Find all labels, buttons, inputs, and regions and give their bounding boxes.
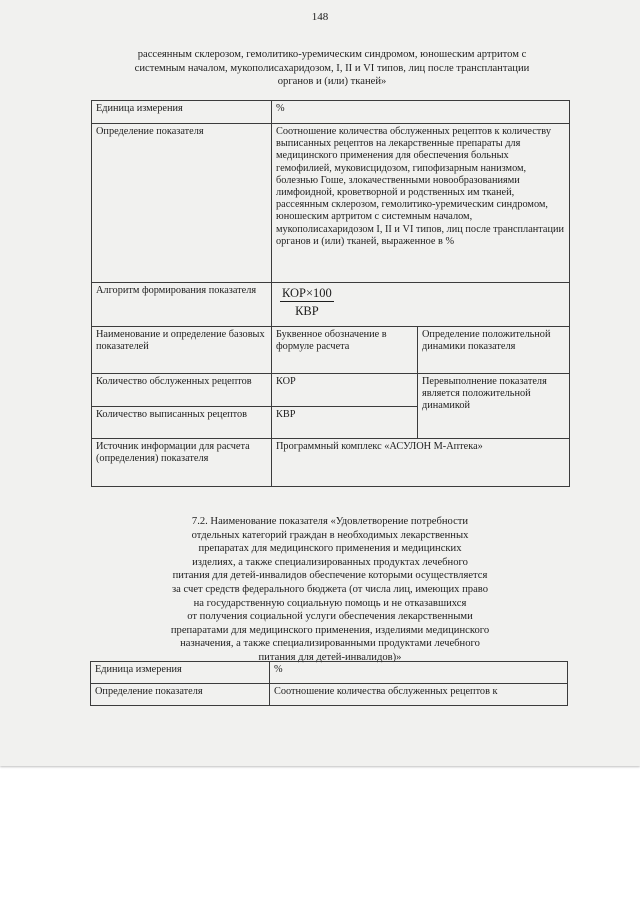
section-title-line: питания для детей-инвалидов)» (258, 651, 402, 663)
unit-label: Единица измерения (91, 662, 270, 684)
section-title-line: изделиях, а также специализированных продуктах лечебного (192, 556, 468, 568)
source-value: Программный комплекс «АСУЛОН М-Аптека» (272, 439, 570, 487)
unit-value: % (270, 662, 568, 684)
intro-line: рассеянным склерозом, гемолитико-уремическим синдромом, юношеским артритом с (137, 49, 527, 60)
table-row (92, 327, 570, 374)
section-title-line: 7.2. Наименование показателя «Удовлетворение потребности (191, 516, 469, 527)
served-label: Количество обслуженных рецептов (92, 374, 272, 407)
source-label: Источник информации для расчета (определения) показателя (92, 439, 272, 487)
intro-line: системным началом, мукополисахаридозом, I, II и VI типов, лиц после трансплантации (134, 62, 530, 74)
table-row (92, 101, 570, 124)
definition-label: Определение показателя (92, 124, 272, 283)
section-title-line: препаратами для медицинского применения, изделиями медицинского (170, 624, 490, 636)
formula-cell (272, 283, 570, 327)
section-title (120, 515, 540, 665)
table-row (92, 283, 570, 327)
section-title-line: отдельных категорий граждан в необходимых лекарственных (191, 529, 469, 541)
section-title-line: от получения социальной услуги обеспечения лекарственными (187, 611, 473, 623)
table-row (91, 684, 568, 706)
formula-numerator: КОР×100 (282, 286, 332, 300)
base-label: Наименование и определение базовых показателей (92, 327, 272, 374)
served-code: КОР (272, 374, 418, 407)
issued-label: Количество выписанных рецептов (92, 407, 272, 439)
definition-value: Соотношение количества обслуженных рецептов к (270, 684, 568, 706)
definition-value: Соотношение количества обслуженных рецептов к количеству выписанных рецептов на лекарственные препараты для медицинского применения для обеспечения больных гемофилией, муковисцидозом, гипофизарным нанизмом, болезнью Гоше, злокачественными новообразованиями лимфоидной, кроветворной и родственных им тканей, рассеянным склерозом, гемолитико-уремическим синдромом, юношеским артритом с системным началом, мукополисахаридозом I, II и VI типов, лиц после трансплантации органов и (или) тканей, выраженное в % (272, 124, 570, 283)
table-row (91, 662, 568, 684)
section-title-line: назначения, а также специализированными продуктами лечебного (180, 638, 480, 650)
definition-label: Определение показателя (91, 684, 270, 706)
dynamics-text: Перевыполнение показателя является положительной динамикой (418, 374, 570, 439)
indicator-table-1 (91, 100, 570, 487)
section-title-line: на государственную социальную помощь и не отказавшихся (193, 597, 467, 609)
section-title-line: питания для детей-инвалидов обеспечение которыми осуществляется (172, 570, 488, 582)
unit-label: Единица измерения (92, 101, 272, 124)
table-row (92, 374, 570, 407)
table-row (92, 124, 570, 283)
algorithm-label: Алгоритм формирования показателя (92, 283, 272, 327)
base-col-dynamics: Определение положительной динамики показателя (418, 327, 570, 374)
intro-line: органов и (или) тканей» (277, 76, 387, 88)
section-title-line: препаратах для медицинского применения и медицинских (198, 543, 462, 555)
issued-code: КВР (272, 407, 418, 439)
formula-denominator: КВР (295, 304, 319, 318)
formula (280, 286, 334, 318)
page-number: 148 (311, 11, 329, 23)
intro-paragraph (92, 48, 572, 89)
base-col-letter: Буквенное обозначение в формуле расчета (272, 327, 418, 374)
indicator-table-2 (90, 661, 568, 706)
section-title-line: за счет средств федерального бюджета (от числа лиц, имеющих право (171, 583, 488, 595)
table-row (92, 439, 570, 487)
unit-value: % (272, 101, 570, 124)
